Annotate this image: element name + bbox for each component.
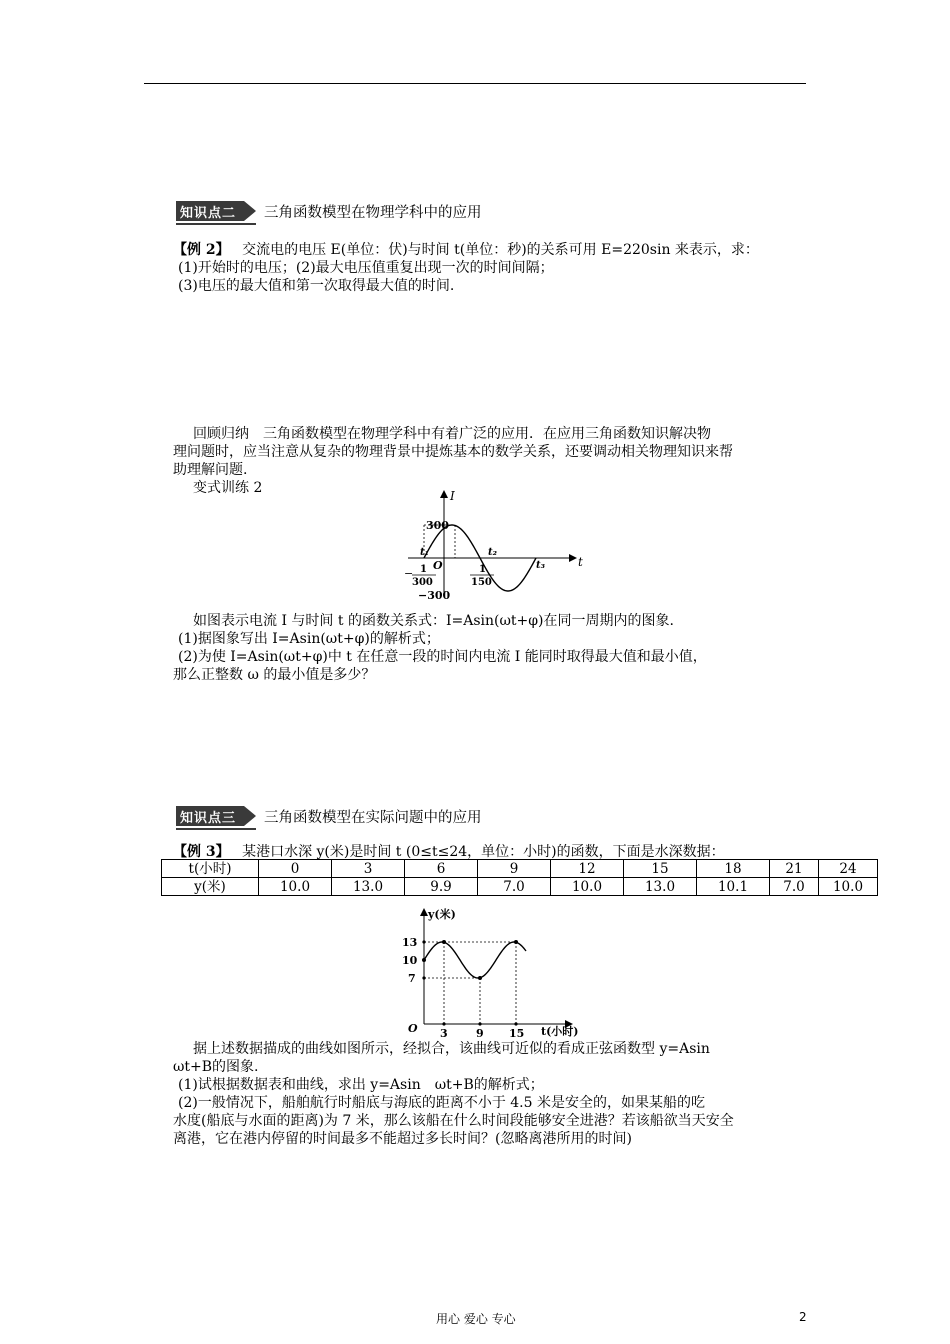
y-min-label: −300 bbox=[418, 589, 451, 600]
table-cell: 7.0 bbox=[770, 878, 819, 896]
depth-curve bbox=[424, 942, 526, 978]
review-text: 助理解问题. bbox=[173, 462, 248, 478]
data-point bbox=[478, 976, 482, 980]
data-point bbox=[514, 940, 518, 944]
table-cell: 10.0 bbox=[819, 878, 878, 896]
t1-label: t₁ bbox=[420, 547, 429, 558]
table-row bbox=[162, 860, 878, 878]
table-cell: 24 bbox=[819, 860, 878, 878]
table-cell: 13.0 bbox=[332, 878, 405, 896]
neg-sign: − bbox=[404, 567, 414, 580]
example-question: (3)电压的最大值和第一次取得最大值的时间. bbox=[178, 278, 455, 294]
y-tick-13: 13 bbox=[402, 936, 418, 949]
table-cell: 6 bbox=[405, 860, 478, 878]
page-number: 2 bbox=[799, 1310, 807, 1324]
t3-label: t₃ bbox=[536, 560, 545, 571]
example-question: 水度(船底与水面的距离)为 7 米，那么该船在什么时间段能够安全进港？若该船欲当天安全 bbox=[173, 1113, 734, 1129]
example-desc: 据上述数据描成的曲线如图所示，经拟合，该曲线可近似的看成正弦函数型 y=Asin bbox=[193, 1041, 710, 1057]
t-axis-label: t(小时) bbox=[541, 1025, 579, 1038]
origin-label: O bbox=[408, 1022, 418, 1035]
example-question: (1)开始时的电压；(2)最大电压值重复出现一次的时间间隔； bbox=[178, 260, 554, 276]
origin-label: O bbox=[433, 559, 443, 572]
i-axis-label: I bbox=[450, 489, 455, 503]
t-axis-label: t bbox=[578, 555, 583, 569]
header-rule bbox=[144, 83, 806, 84]
table-cell: 9 bbox=[478, 860, 551, 878]
variant-label: 变式训练 2 bbox=[193, 480, 263, 496]
neg-frac-num: 1 bbox=[420, 564, 427, 575]
example-question: 离港，它在港内停留的时间最多不能超过多长时间？(忽略离港所用的时间) bbox=[173, 1131, 632, 1147]
section-title: 三角函数模型在实际问题中的应用 bbox=[264, 809, 482, 826]
t2-label: t₂ bbox=[488, 547, 497, 558]
y-tick-10: 10 bbox=[402, 954, 418, 967]
example-question: (1)试根据数据表和曲线，求出 y=Asin ωt+B的解析式； bbox=[178, 1077, 544, 1093]
y-tick-7: 7 bbox=[408, 972, 416, 985]
depth-graph bbox=[396, 906, 596, 1040]
variant-question: 那么正整数 ω 的最小值是多少？ bbox=[173, 667, 376, 683]
table-cell: 12 bbox=[551, 860, 624, 878]
footer-text: 用心 爱心 专心 bbox=[436, 1312, 516, 1326]
table-cell: 9.9 bbox=[405, 878, 478, 896]
section-tag: 知识点三 bbox=[176, 806, 244, 826]
table-cell: 15 bbox=[624, 860, 697, 878]
table-cell: 18 bbox=[697, 860, 770, 878]
example-label: 【例 2】 bbox=[173, 242, 230, 258]
example-statement bbox=[173, 241, 759, 260]
table-cell: 10.0 bbox=[259, 878, 332, 896]
review-text: 回顾归纳 三角函数模型在物理学科中有着广泛的应用．在应用三角函数知识解决物 bbox=[193, 426, 711, 442]
section-heading bbox=[176, 805, 482, 827]
variant-question: (1)据图象写出 I=Asin(ωt+φ)的解析式； bbox=[178, 631, 440, 647]
table-header-cell: y(米) bbox=[162, 878, 259, 896]
review-text: 理问题时，应当注意从复杂的物理背景中提炼基本的数学关系，还要调动相关物理知识来帮 bbox=[173, 444, 733, 460]
current-graph bbox=[400, 488, 590, 600]
table-header-cell: t(小时) bbox=[162, 860, 259, 878]
example-text: 交流电的电压 E(单位：伏)与时间 t(单位：秒)的关系可用 E=220sin 来表示，求： bbox=[242, 242, 759, 258]
y-max-label: 300 bbox=[426, 519, 449, 532]
section-heading bbox=[176, 200, 482, 222]
data-point bbox=[422, 958, 426, 962]
table-row bbox=[162, 878, 878, 896]
section-tag: 知识点二 bbox=[176, 201, 244, 221]
table-cell: 10.1 bbox=[697, 878, 770, 896]
pos-frac-num: 1 bbox=[479, 564, 486, 575]
table-cell: 13.0 bbox=[624, 878, 697, 896]
variant-desc: 如图表示电流 I 与时间 t 的函数关系式：I=Asin(ωt+φ)在同一周期内的图象. bbox=[193, 613, 674, 629]
depth-table bbox=[161, 859, 878, 896]
section-title: 三角函数模型在物理学科中的应用 bbox=[264, 204, 482, 221]
example-question: (2)一般情况下，船舶航行时船底与海底的距离不小于 4.5 米是安全的，如果某船的吃 bbox=[178, 1095, 705, 1111]
table-cell: 3 bbox=[332, 860, 405, 878]
table-cell: 21 bbox=[770, 860, 819, 878]
data-point bbox=[442, 940, 446, 944]
pos-frac-den: 150 bbox=[471, 577, 492, 588]
y-axis-label: y(米) bbox=[428, 908, 456, 921]
table-cell: 10.0 bbox=[551, 878, 624, 896]
table-cell: 7.0 bbox=[478, 878, 551, 896]
neg-frac-den: 300 bbox=[412, 577, 433, 588]
x-tick-9: 9 bbox=[476, 1027, 484, 1040]
example-label: 【例 3】 bbox=[173, 844, 230, 860]
variant-question: (2)为使 I=Asin(ωt+φ)中 t 在任意一段的时间内电流 I 能同时取得最大值和最小值， bbox=[178, 649, 707, 665]
x-tick-15: 15 bbox=[509, 1027, 525, 1040]
example-text: 某港口水深 y(米)是时间 t (0≤t≤24，单位：小时)的函数，下面是水深数据： bbox=[242, 844, 725, 860]
example-desc: ωt+B的图象. bbox=[173, 1059, 259, 1075]
x-tick-3: 3 bbox=[440, 1027, 448, 1040]
table-cell: 0 bbox=[259, 860, 332, 878]
